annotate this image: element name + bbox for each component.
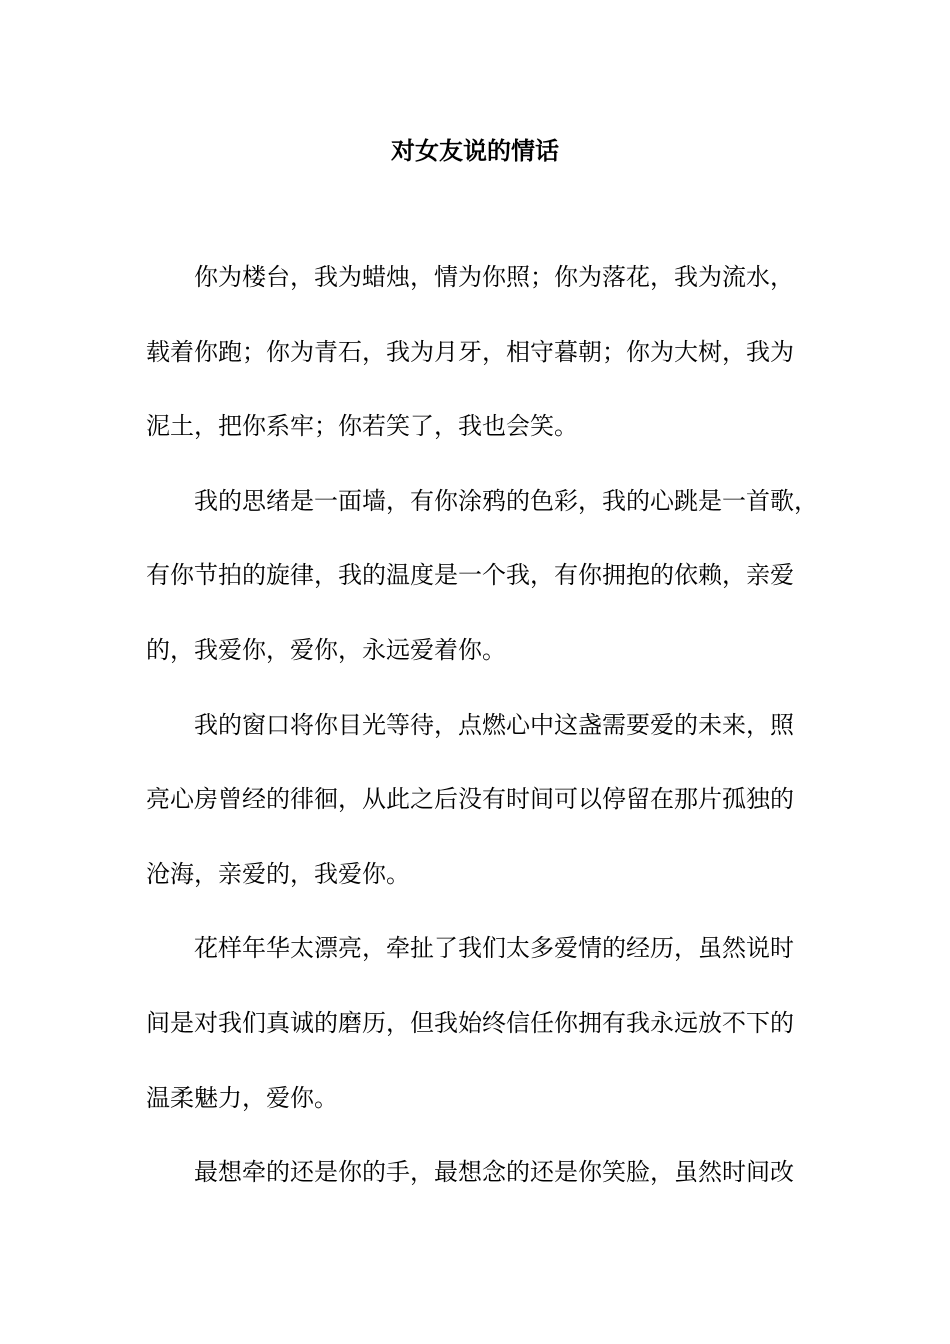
paragraph-4-line-2: 间是对我们真诚的磨历，但我始终信任你拥有我永远放不下的 [146,1009,794,1037]
paragraph-3-line-3: 沧海，亲爱的，我爱你。 [146,860,410,888]
paragraph-1-line-1: 你为楼台，我为蜡烛，情为你照；你为落花，我为流水， [194,263,794,291]
paragraph-4-line-3: 温柔魅力，爱你。 [146,1084,338,1112]
paragraph-3-line-2: 亮心房曾经的徘徊，从此之后没有时间可以停留在那片孤独的 [146,785,794,813]
paragraph-2-line-2: 有你节拍的旋律，我的温度是一个我，有你拥抱的依赖，亲爱 [146,561,794,589]
paragraph-2-line-3: 的，我爱你，爱你，永远爱着你。 [146,636,506,664]
paragraph-1-line-2: 载着你跑；你为青石，我为月牙，相守暮朝；你为大树，我为 [146,338,794,366]
paragraph-4-line-1: 花样年华太漂亮，牵扯了我们太多爱情的经历，虽然说时 [194,934,794,962]
paragraph-1-line-3: 泥土，把你系牢；你若笑了，我也会笑。 [146,412,578,440]
paragraph-2-line-1: 我的思绪是一面墙，有你涂鸦的色彩，我的心跳是一首歌， [194,487,818,515]
paragraph-5-line-1: 最想牵的还是你的手，最想念的还是你笑脸，虽然时间改 [194,1158,794,1186]
paragraph-3-line-1: 我的窗口将你目光等待，点燃心中这盏需要爱的未来，照 [194,711,794,739]
document-title: 对女友说的情话 [391,136,559,165]
